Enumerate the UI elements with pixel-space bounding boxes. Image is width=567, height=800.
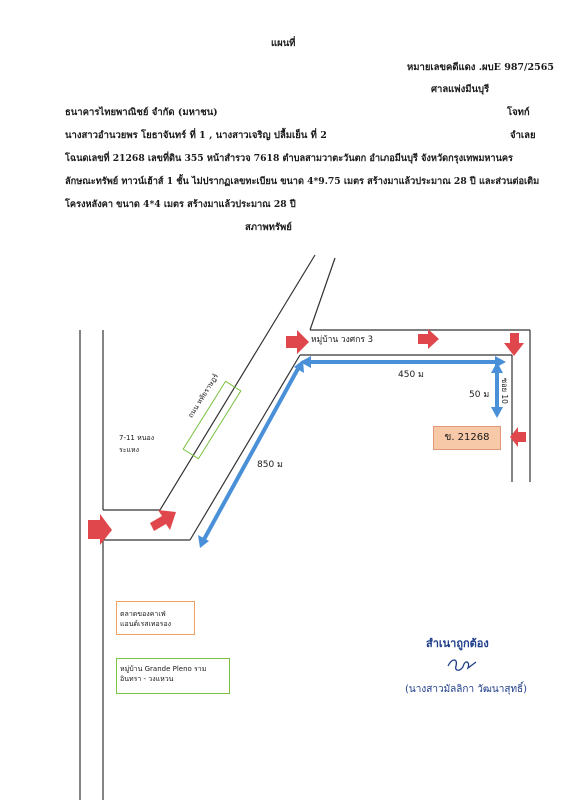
- landmark-711: 7-11 หนองระแหง: [119, 434, 155, 454]
- direction-arrow: [504, 333, 524, 356]
- direction-arrow: [150, 510, 176, 531]
- arrowhead: [491, 407, 503, 418]
- distance-arrows: [198, 356, 506, 548]
- village-road-label: หมู่บ้าน วงศกร 3: [311, 335, 374, 345]
- condition-heading: สภาพทรัพย์: [245, 222, 292, 233]
- deed-line: โฉนดเลขที่ 21268 เลขที่ดิน 355 หน้าสำรวจ 7618 ตำบลสามวาตะวันตก อำเภอมีนบุรี จังหวัดกรุงเทพมหานคร: [65, 153, 513, 164]
- distance-arrow-850: [202, 365, 300, 543]
- diag-road-label: ถนน หทัยราษฎร์: [186, 372, 221, 420]
- soi-label: ซอย 10: [500, 378, 509, 404]
- road-lines: [80, 255, 530, 800]
- landmark-village-line-2: อินทรา - วงแหวน: [120, 675, 174, 683]
- defendant-role: จำเลย: [510, 130, 536, 141]
- parcel-box: ข. 21268: [433, 426, 501, 450]
- landmark-cafe-line-2: แอนด์เรสเทอรอง: [120, 620, 172, 628]
- certification-title: สำเนาถูกต้อง: [426, 637, 489, 650]
- plaintiff-name: ธนาคารไทยพาณิชย์ จำกัด (มหาชน): [65, 107, 218, 118]
- property-desc-2: โครงหลังคา ขนาด 4*4 เมตร สร้างมาแล้วประมาณ 28 ปี: [65, 199, 296, 210]
- direction-arrow: [418, 329, 439, 349]
- distance-50-label: 50 ม: [469, 390, 490, 400]
- court-name: ศาลแพ่งมีนบุรี: [431, 84, 490, 95]
- signature: [444, 654, 480, 676]
- landmark-cafe-line-1: ตลาดของคาเฟ่: [120, 610, 166, 618]
- landmark-cafe: [116, 601, 195, 635]
- landmark-village: [116, 658, 230, 694]
- distance-850-label: 850 ม: [257, 460, 283, 470]
- road-edge: [310, 258, 335, 330]
- certifier-name: (นางสาวมัลลิกา วัฒนาสุทธิ์): [405, 684, 528, 695]
- page-title: แผนที่: [271, 38, 296, 49]
- plaintiff-role: โจทก์: [507, 107, 530, 118]
- direction-arrow: [286, 330, 309, 354]
- landmark-village-line-1: หมู่บ้าน Grande Pleno ราม: [120, 665, 207, 673]
- property-desc-1: ลักษณะทรัพย์ ทาวน์เฮ้าส์ 1 ชั้น ไม่ปรากฏเลขทะเบียน ขนาด 4*9.75 เมตร สร้างมาแล้วประมาณ 28 ปี และส่วนต่อเติม: [65, 176, 540, 187]
- case-number: หมายเลขคดีแดง .ผบE 987/2565: [407, 62, 554, 73]
- distance-450-label: 450 ม: [398, 370, 424, 380]
- defendant-names: นางสาวอำนวยพร โยธาจันทร์ ที่ 1 , นางสาวเจริญ ปลื้มเย็น ที่ 2: [65, 130, 327, 141]
